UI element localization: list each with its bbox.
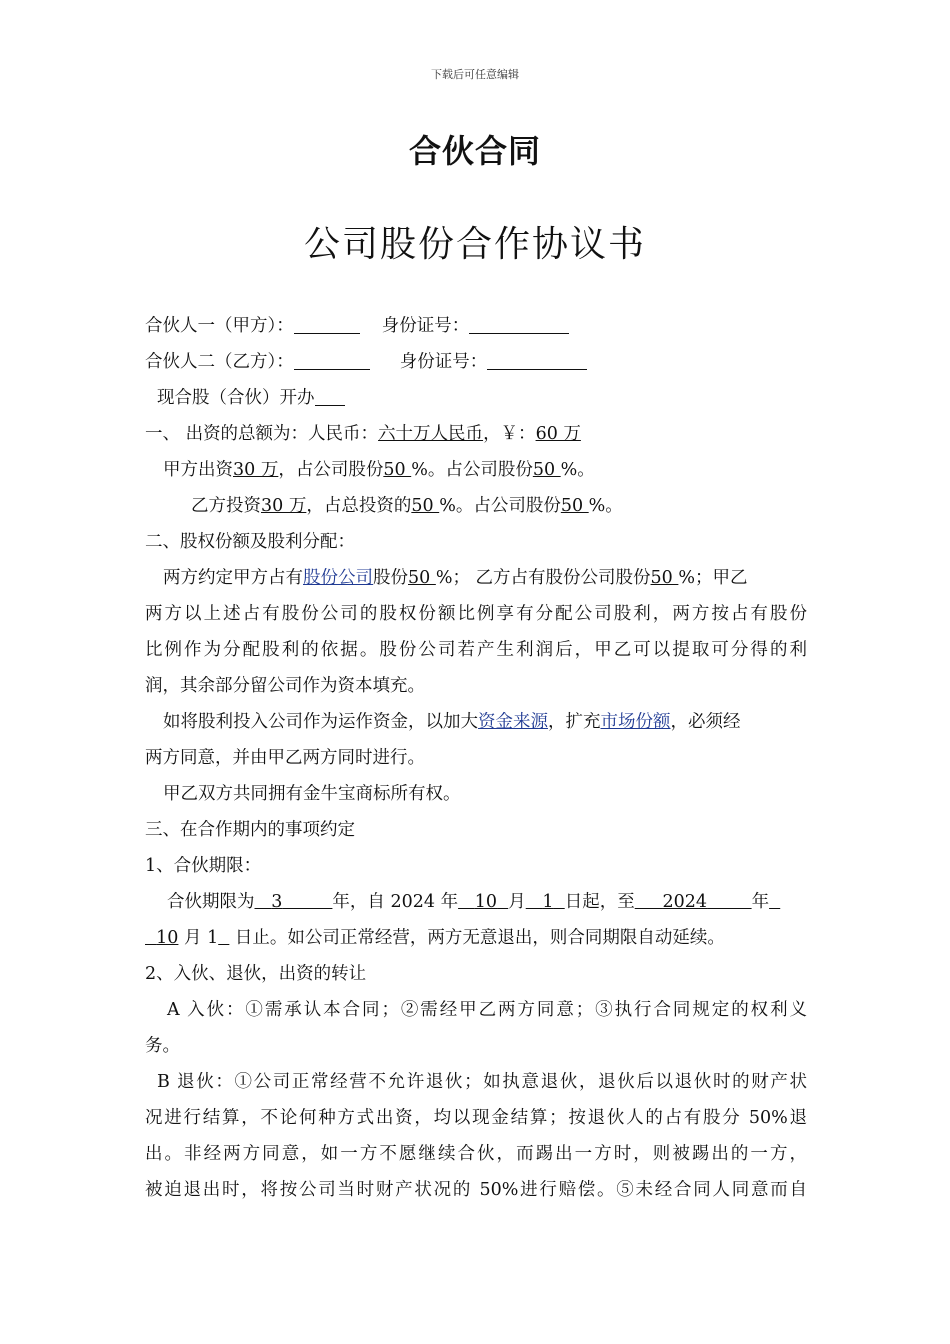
market-share-link[interactable]: 市场份额 — [600, 712, 671, 732]
joint-stock-company-link[interactable]: 股份公司 — [303, 568, 373, 588]
term-end-year-field — [635, 892, 752, 912]
party-a-id-blank[interactable] — [469, 311, 569, 334]
term-end-month: 10 — [156, 928, 179, 948]
b-invest-text-2: %。占公司股份 — [439, 496, 561, 516]
term-text-3: 月 — [508, 892, 526, 912]
b-share-pct: 50 — [560, 496, 589, 516]
party-b-investment-line — [145, 488, 807, 524]
total-amount-number: 60 万 — [535, 424, 581, 444]
s2-p1-line1 — [145, 560, 807, 596]
term-text-5: 年 — [751, 892, 770, 912]
a-invest-end: %。 — [560, 460, 595, 480]
a-invest-text-2: %。占公司股份 — [411, 460, 533, 480]
s1-heading-line — [145, 416, 807, 452]
party-a-investment-line — [145, 452, 807, 488]
join-line1: A 入伙：①需承认本合同；②需经甲乙两方同意；③执行合同规定的权利义 — [167, 1000, 807, 1020]
s2-a-pct: 50 — [408, 568, 436, 588]
b-invest-amount: 30 万 — [261, 496, 307, 516]
s2-p1-text-3: %； 乙方占有股份公司股份 — [435, 568, 651, 588]
s3-heading: 三、在合作期内的事项约定 — [145, 820, 355, 840]
withdraw-line1: B 退伙：①公司正常经营不允许退伙；如执意退伙，退伙后以退伙时的财产状 — [157, 1072, 807, 1092]
term-text-4: 日起，至 — [564, 892, 635, 912]
party-a-id-label: 身份证号： — [381, 316, 470, 336]
term-day-field — [526, 892, 565, 912]
s2-p3: 甲乙双方共同拥有金牛宝商标所有权。 — [163, 784, 461, 804]
term-text-6: 月 — [178, 928, 208, 948]
term-end-day-blank — [218, 928, 229, 948]
term-month-field — [458, 892, 508, 912]
a-invest-text: ，占公司股份 — [278, 460, 384, 480]
term-years-field — [255, 892, 333, 912]
s2-b-pct: 50 — [650, 568, 679, 588]
s2-p2-end: ，必须经 — [670, 712, 741, 732]
total-amount-text: 六十万人民币 — [378, 424, 484, 444]
open-business-line — [145, 380, 807, 416]
page-header-note: 下载后可任意编辑 — [431, 68, 519, 81]
s2-p2-line1 — [145, 704, 807, 740]
withdraw-line3: 出。非经两方同意，如一方不愿继续合伙，而踢出一方时，则被踢出的一方， — [145, 1144, 807, 1164]
term-end-year: 2024 — [662, 892, 708, 912]
s2-p1-line4: 润，其余部分留公司作为资本填充。 — [145, 676, 425, 696]
s2-p2-line2: 两方同意，并由甲乙两方同时进行。 — [145, 748, 425, 768]
document-body — [145, 308, 807, 1208]
party-a-line — [145, 308, 807, 344]
b-invest-pct: 50 — [411, 496, 440, 516]
term-start-month: 10 — [474, 892, 498, 912]
s2-p1-line2: 两方以上述占有股份公司的股权份额比例享有分配公司股利，两方按占有股份 — [145, 604, 807, 624]
s2-p2-text-2: ，扩充 — [548, 712, 601, 732]
term-text-2: 年，自 2024 年 — [332, 892, 459, 912]
s2-p2-text: 如将股利投入公司作为运作资金，以加大 — [163, 712, 478, 732]
open-business-label: 现合股（合伙）开办 — [157, 388, 315, 408]
s1-sep: ，￥： — [483, 424, 536, 444]
page-title: 合伙合同 — [408, 132, 541, 170]
party-b-name-blank[interactable] — [294, 347, 370, 370]
party-a-name-blank[interactable] — [294, 311, 360, 334]
s2-p1-line3: 比例作为分配股利的依据。股份公司若产生利润后，甲乙可以提取可分得的利 — [145, 640, 807, 660]
term-years: 3 — [271, 892, 283, 912]
b-invest-text: ，占总投资的 — [306, 496, 412, 516]
party-a-label: 合伙人一（甲方）： — [145, 316, 294, 336]
term-end-day: 1 — [207, 928, 219, 948]
a-invest-amount: 30 万 — [233, 460, 279, 480]
a-share-pct-2: 50 — [532, 460, 561, 480]
s2-p1-text: 两方约定甲方占有 — [163, 568, 303, 588]
term-text: 合伙期限为 — [167, 892, 255, 912]
capital-source-link[interactable]: 资金来源 — [478, 712, 548, 732]
term-line2 — [145, 920, 807, 956]
document-subtitle: 公司股份合作协议书 — [303, 224, 646, 265]
withdraw-line2: 况进行结算，不论何种方式出资，均以现金结算；按退伙人的占有股分 50%退 — [145, 1108, 807, 1128]
join-line2: 务。 — [145, 1036, 180, 1056]
a-share-pct: 50 — [383, 460, 412, 480]
party-b-line — [145, 344, 807, 380]
s2-heading: 二、股权份额及股利分配： — [145, 532, 355, 552]
s1-heading: 一、 出资的总额为：人民币： — [145, 424, 379, 444]
withdraw-line4: 被迫退出时，将按公司当时财产状况的 50%进行赔偿。⑤未经合同人同意而自 — [145, 1180, 807, 1200]
term-text-7: 日止。如公司正常经营，两方无意退出，则合同期限自动延续。 — [229, 928, 725, 948]
s2-p1-text-2: 股份 — [373, 568, 408, 588]
term-line1 — [145, 884, 807, 920]
party-b-id-blank[interactable] — [487, 347, 587, 370]
b-invest-label: 乙方投资 — [191, 496, 261, 516]
s3-item2: 2、入伙、退伙，出资的转让 — [145, 964, 367, 984]
term-end-month-field — [145, 928, 178, 948]
term-start-day: 1 — [542, 892, 554, 912]
s3-item1: 1、合伙期限： — [145, 856, 262, 876]
term-trailing-blank — [769, 892, 780, 912]
b-invest-end: %。 — [588, 496, 623, 516]
party-b-id-label: 身份证号： — [399, 352, 488, 372]
a-invest-label: 甲方出资 — [163, 460, 233, 480]
party-b-label: 合伙人二（乙方）： — [145, 352, 294, 372]
open-business-blank[interactable] — [315, 383, 345, 406]
s2-p1-end: %；甲乙 — [678, 568, 748, 588]
